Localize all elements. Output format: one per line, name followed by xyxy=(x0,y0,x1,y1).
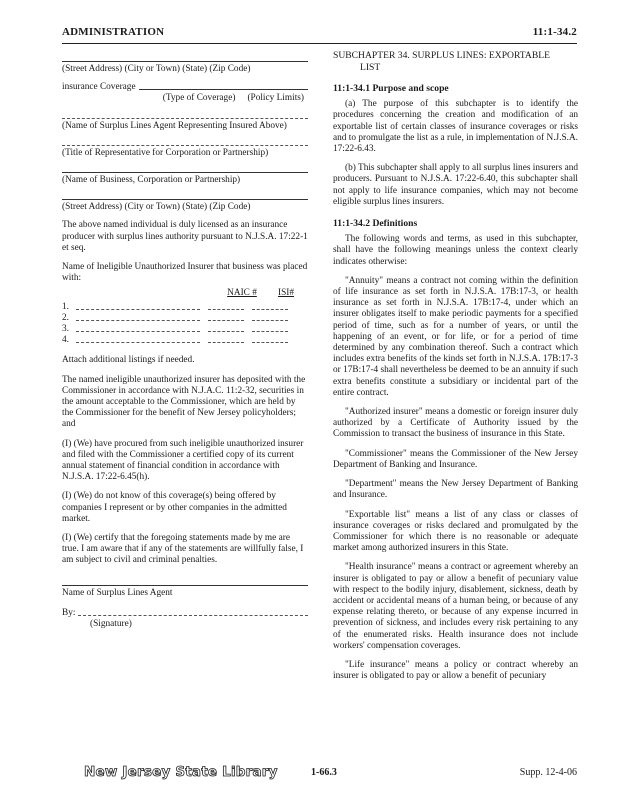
insurer-name-field[interactable] xyxy=(76,320,200,321)
insurer-table-header xyxy=(62,288,308,299)
scope-paragraph: (b) This subchapter shall apply to all surplus lines insurers and producers. Pursuant to N.J.S.A. 17:22-6.40, this subchapter shall not apply to life insurance companies, which may not become eligible surplus lines insurers. xyxy=(333,163,578,207)
signature-label: (Signature) xyxy=(90,619,132,630)
header-section-number: 11:1-34.2 xyxy=(532,26,577,38)
insurer-naic-field[interactable] xyxy=(208,331,244,332)
insurer-isi-field[interactable] xyxy=(252,331,288,332)
subchapter-heading xyxy=(333,50,578,73)
running-header xyxy=(62,26,577,38)
page-footer xyxy=(62,764,577,784)
street-address-line-1[interactable] xyxy=(62,61,308,62)
insurance-coverage-label: insurance Coverage xyxy=(62,82,136,93)
ineligible-insurer-intro: Name of Ineligible Unauthorized Insurer that business was placed with: xyxy=(62,262,308,284)
deposit-paragraph: The named ineligible unauthorized insurer has deposited with the Commissioner in accordance with N.J.A.C. 11:2-32, securities in the amount acceptable to the Commissioner, which are held by the Commissioner for the benefit of New Jersey policyholders; and xyxy=(62,374,306,430)
annual-statement-paragraph: (I) (We) have procured from such ineligible unauthorized insurer and filed with the Commissioner a certified copy of its current annual statement of financial condition in accordance with N.J.S.A. 17:22-6.45(h). xyxy=(62,438,304,483)
insurer-row xyxy=(62,324,308,335)
insurer-name-field[interactable] xyxy=(76,342,200,343)
library-watermark-logo: New Jersey State Library xyxy=(84,764,278,780)
signature-row xyxy=(62,608,308,619)
insurer-naic-field[interactable] xyxy=(208,309,244,310)
coverage-offered-paragraph: (I) (We) do not know of this coverage(s) being offered by companies I represent or by other companies in the admitted market. xyxy=(62,491,287,524)
regulation-column xyxy=(333,50,578,690)
coverage-sublabels xyxy=(62,93,308,104)
header-section-title: ADMINISTRATION xyxy=(62,26,165,38)
definitions-heading: 11:1-34.2 Definitions xyxy=(333,218,418,230)
definition-exportable-list: "Exportable list" means a list of any class or classes of insurance coverages or risks declared and promulgated by the Commissioner for which there is no reasonable or adequate market among authorized insurers in this State. xyxy=(333,509,578,554)
insurer-isi-field[interactable] xyxy=(252,342,288,343)
insurer-row xyxy=(62,302,308,313)
policy-limits-label: (Policy Limits) xyxy=(247,93,304,104)
licensed-producer-paragraph: The above named individual is duly licensed as an insurance producer with surplus lines authority pursuant to N.J.S.A. 17:22-1 et seq. xyxy=(62,220,308,253)
insurer-row xyxy=(62,313,308,324)
definitions-intro: The following words and terms, as used in this subchapter, shall have the following meanings unless the context clearly indicates otherwise: xyxy=(333,234,578,267)
definition-commissioner: "Commissioner" means the Commissioner of the New Jersey Department of Banking and Insurance. xyxy=(333,448,578,470)
by-label: By: xyxy=(62,607,76,618)
subchapter-heading-line-1: SUBCHAPTER 34. SURPLUS LINES: EXPORTABLE xyxy=(333,50,550,61)
header-rule xyxy=(62,43,577,44)
supplement-date: Supp. 12-4-06 xyxy=(519,767,577,778)
definition-annuity: "Annuity" means a contract not coming within the definition of life insurance as set forth in N.J.S.A. 17B:17-3, or health insurance as set forth in N.J.S.A. 17B:17-4, under which an insurer obligates itself to make periodic payments for a specified period of time, such as for a number of years, or until the happening of an event, or for life, or for a period of time determined by any combination thereof. Such a contract which includes extra benefits of the kinds set forth in N.J.S.A. 17B:17-3 or 17B:17-4 shall nevertheless be deemed to be an annuity if such extra benefits constitute a subsidiary or incidental part of the entire contract. xyxy=(333,275,579,398)
insurer-name-field[interactable] xyxy=(76,331,200,332)
form-column xyxy=(62,50,308,630)
insurer-row-number: 3. xyxy=(62,324,69,334)
insurer-row-number: 4. xyxy=(62,335,69,346)
attach-listings-note: Attach additional listings if needed. xyxy=(62,355,195,366)
subchapter-heading-line-2: LIST xyxy=(360,61,381,73)
certification-paragraph: (I) (We) certify that the foregoing statements made by me are true. I am aware that if any of the statements are willfully false, I am subject to civil and criminal penalties. xyxy=(62,533,304,566)
representative-title-line[interactable] xyxy=(62,145,308,146)
insurer-isi-field[interactable] xyxy=(252,309,288,310)
insurer-naic-field[interactable] xyxy=(208,342,244,343)
page-number: 1-66.3 xyxy=(311,767,337,778)
agent-name-label: (Name of Surplus Lines Agent Representing Insured Above) xyxy=(62,120,287,131)
representative-title-label: (Title of Representative for Corporation or Partnership) xyxy=(62,147,269,158)
naic-header: NAIC # xyxy=(227,288,257,299)
insurer-row-number: 1. xyxy=(62,301,69,312)
type-of-coverage-label: (Type of Coverage) xyxy=(162,93,236,104)
definition-life-insurance: "Life insurance" means a policy or contract whereby an insurer is obligated to pay or allow a benefit of pecuniary xyxy=(333,659,578,682)
agent-name-line[interactable] xyxy=(62,118,308,119)
purpose-paragraph: (a) The purpose of this subchapter is to identify the procedures concerning the creation and modification of an exportable list of certain classes of insurance coverages or risks and to promulgate the list as a rule, in implementation of N.J.S.A. 17:22-6.43. xyxy=(333,99,578,155)
insurer-row-number: 2. xyxy=(62,312,69,323)
business-name-line[interactable] xyxy=(62,172,308,173)
insurer-isi-field[interactable] xyxy=(252,320,288,321)
street-address-label-2: (Street Address) (City or Town) (State) (Zip Code) xyxy=(62,202,251,213)
insurer-name-field[interactable] xyxy=(76,309,200,310)
insurance-coverage-line[interactable] xyxy=(139,89,308,90)
definition-department: "Department" means the New Jersey Department of Banking and Insurance. xyxy=(333,479,578,501)
business-name-label: (Name of Business, Corporation or Partnership) xyxy=(62,175,241,186)
isi-header: ISI# xyxy=(277,288,294,299)
purpose-scope-heading: 11:1-34.1 Purpose and scope xyxy=(333,83,449,94)
signature-line[interactable] xyxy=(78,615,308,616)
street-address-label-1: (Street Address) (City or Town) (State) (Zip Code) xyxy=(62,64,251,74)
insurer-row xyxy=(62,335,308,346)
definition-authorized-insurer: "Authorized insurer" means a domestic or foreign insurer duly authorized by a Certificate of Authority issued by the Commission to transact the business of insurance in this State. xyxy=(333,407,578,440)
street-address-line-2[interactable] xyxy=(62,199,308,200)
insurance-coverage-row xyxy=(62,82,308,93)
definition-health-insurance: "Health insurance" means a contract or agreement whereby an insurer is obligated to pay or allow a benefit of pecuniary value with respect to the bodily injury, disablement, sickness, death by accident or accidental means of a human being, or because of any expense relating thereto, or because of any expense incurred in prevention of sickness, and includes every risk pertaining to any of the enumerated risks. Health insurance does not include workers' compensation coverages. xyxy=(333,562,578,651)
insurer-naic-field[interactable] xyxy=(208,320,244,321)
agent-signature-name-label: Name of Surplus Lines Agent xyxy=(62,587,173,598)
agent-signature-name-line[interactable] xyxy=(62,585,308,586)
